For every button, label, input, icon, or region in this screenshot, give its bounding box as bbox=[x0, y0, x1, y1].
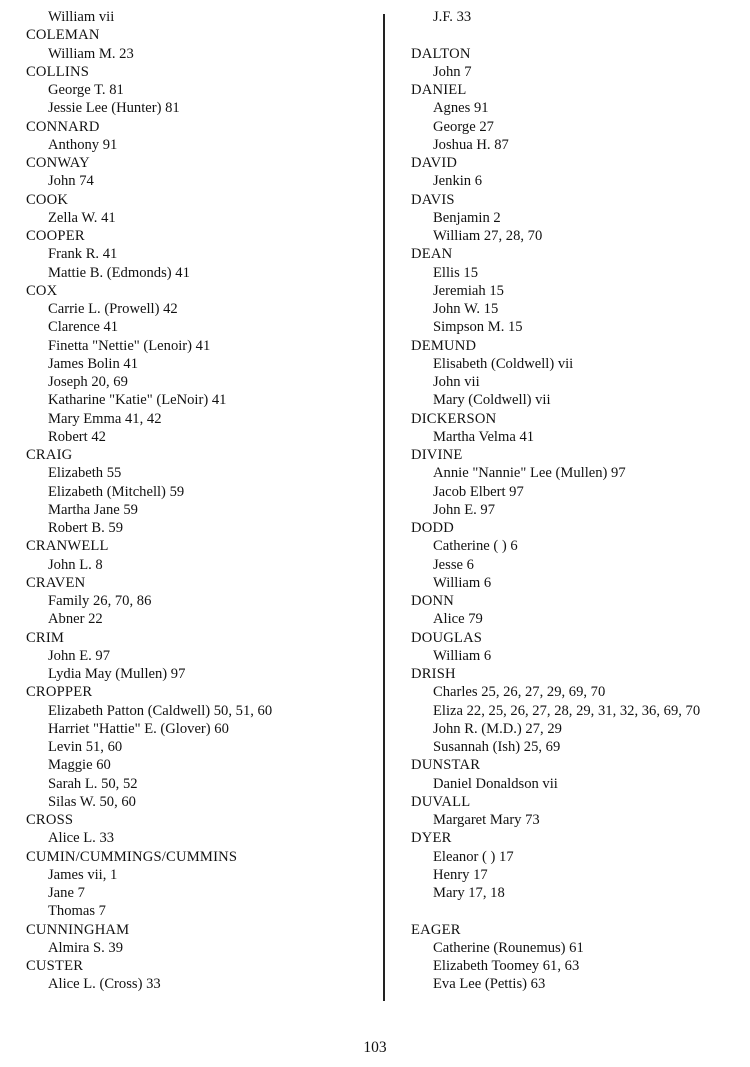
surname-heading: CRANWELL bbox=[26, 538, 109, 555]
index-entry: Jenkin 6 bbox=[433, 173, 483, 190]
index-entry: Benjamin 2 bbox=[433, 209, 501, 226]
index-entry: Silas W. 50, 60 bbox=[48, 793, 136, 810]
column-divider bbox=[383, 14, 385, 1001]
index-entry: Mary Emma 41, 42 bbox=[48, 410, 162, 427]
surname-heading: CONWAY bbox=[26, 155, 90, 171]
index-entry: Elizabeth 55 bbox=[48, 465, 122, 482]
index-entry: Almira S. 39 bbox=[48, 939, 123, 956]
index-column-left bbox=[26, 8, 376, 994]
surname-heading: DYER bbox=[411, 830, 452, 847]
index-entry: John E. 97 bbox=[433, 501, 496, 518]
surname-heading: DOUGLAS bbox=[411, 629, 483, 646]
index-entry: Susannah (Ish) 25, 69 bbox=[433, 739, 561, 755]
index-entry: William vii bbox=[48, 9, 115, 25]
index-entry: Daniel Donaldson vii bbox=[433, 775, 558, 792]
surname-heading: EAGER bbox=[411, 921, 461, 938]
surname-heading: COLEMAN bbox=[26, 27, 100, 44]
index-entry: Alice L. 33 bbox=[48, 830, 115, 847]
surname-heading: DANIEL bbox=[411, 82, 467, 98]
surname-heading: CUSTER bbox=[26, 958, 84, 974]
surname-heading: DONN bbox=[411, 593, 454, 609]
section-spacer bbox=[411, 26, 746, 44]
index-entry: Frank R. 41 bbox=[48, 246, 118, 263]
index-entry: Lydia May (Mullen) 97 bbox=[48, 666, 186, 682]
surname-heading: DODD bbox=[411, 520, 454, 536]
index-entry: Mary (Coldwell) vii bbox=[433, 392, 551, 409]
surname-heading: COOPER bbox=[26, 228, 85, 244]
surname-heading: CUMIN/CUMMINGS/CUMMINS bbox=[26, 848, 238, 865]
index-entry: Eliza 22, 25, 26, 27, 28, 29, 31, 32, 36, 69, 70 bbox=[433, 702, 701, 719]
index-entry: Jeremiah 15 bbox=[433, 282, 504, 299]
surname-heading: DRISH bbox=[411, 666, 456, 682]
surname-heading: DIVINE bbox=[411, 447, 463, 463]
index-entry: John vii bbox=[433, 374, 480, 390]
index-entry: Jesse 6 bbox=[433, 556, 474, 573]
index-entry: William 6 bbox=[433, 647, 492, 664]
index-entry: Ellis 15 bbox=[433, 264, 478, 281]
index-entry: Katharine "Katie" (LeNoir) 41 bbox=[48, 392, 227, 409]
index-entry: Joseph 20, 69 bbox=[48, 374, 128, 390]
surname-heading: CRAIG bbox=[26, 447, 73, 463]
index-entry: Levin 51, 60 bbox=[48, 739, 123, 755]
index-entry: Martha Jane 59 bbox=[48, 501, 138, 518]
index-entry: Carrie L. (Prowell) 42 bbox=[48, 301, 178, 317]
surname-heading: DUNSTAR bbox=[411, 757, 481, 774]
index-entry: Finetta "Nettie" (Lenoir) 41 bbox=[48, 337, 211, 354]
section-spacer bbox=[411, 902, 746, 920]
index-entry: Eva Lee (Pettis) 63 bbox=[433, 976, 546, 993]
index-entry: John 7 bbox=[433, 63, 472, 80]
surname-heading: CUNNINGHAM bbox=[26, 921, 130, 938]
surname-heading: DUVALL bbox=[411, 793, 471, 810]
index-entry: Annie "Nannie" Lee (Mullen) 97 bbox=[433, 465, 626, 482]
index-entry: Clarence 41 bbox=[48, 319, 119, 336]
index-entry: Jacob Elbert 97 bbox=[433, 483, 524, 500]
index-entry: Robert B. 59 bbox=[48, 520, 123, 536]
index-entry: William 6 bbox=[433, 574, 492, 591]
index-entry: Catherine (Rounemus) 61 bbox=[433, 939, 584, 956]
index-entry: Jane 7 bbox=[48, 885, 85, 901]
index-entry: John L. 8 bbox=[48, 556, 103, 573]
index-entry: John 74 bbox=[48, 173, 94, 190]
surname-heading: CONNARD bbox=[26, 118, 100, 135]
index-entry: James Bolin 41 bbox=[48, 355, 138, 372]
surname-heading: COLLINS bbox=[26, 63, 90, 80]
surname-heading: CROPPER bbox=[26, 684, 93, 701]
index-entry: J.F. 33 bbox=[433, 9, 472, 25]
surname-heading: COOK bbox=[26, 191, 69, 208]
index-entry: Joshua H. 87 bbox=[433, 136, 509, 153]
index-entry: Jessie Lee (Hunter) 81 bbox=[48, 100, 180, 117]
surname-heading: CRAVEN bbox=[26, 574, 86, 591]
index-entry: Sarah L. 50, 52 bbox=[48, 775, 138, 792]
index-entry: Catherine ( ) 6 bbox=[433, 538, 518, 555]
index-entry: Mary 17, 18 bbox=[433, 885, 505, 901]
surname-heading: DICKERSON bbox=[411, 410, 497, 427]
index-entry: Harriet "Hattie" E. (Glover) 60 bbox=[48, 720, 229, 737]
index-entry: William M. 23 bbox=[48, 45, 134, 62]
surname-heading: DEAN bbox=[411, 246, 453, 263]
index-entry: Elisabeth (Coldwell) vii bbox=[433, 355, 574, 372]
index-entry: Alice 79 bbox=[433, 611, 483, 628]
index-entry: Thomas 7 bbox=[48, 903, 106, 920]
index-entry: Alice L. (Cross) 33 bbox=[48, 976, 161, 993]
index-entry: Margaret Mary 73 bbox=[433, 812, 540, 828]
index-entry: Agnes 91 bbox=[433, 100, 489, 117]
page-number: 103 bbox=[363, 1039, 387, 1056]
index-entry: Mattie B. (Edmonds) 41 bbox=[48, 264, 190, 281]
index-entry: Robert 42 bbox=[48, 428, 106, 445]
index-entry: Charles 25, 26, 27, 29, 69, 70 bbox=[433, 684, 606, 701]
index-entry: Zella W. 41 bbox=[48, 209, 116, 226]
index-entry: Elizabeth Toomey 61, 63 bbox=[433, 958, 580, 974]
surname-heading: DEMUND bbox=[411, 337, 477, 354]
index-entry: James vii, 1 bbox=[48, 866, 118, 883]
surname-heading: DAVIS bbox=[411, 191, 455, 208]
surname-heading: DAVID bbox=[411, 155, 458, 171]
index-entry: William 27, 28, 70 bbox=[433, 228, 543, 244]
index-entry: George T. 81 bbox=[48, 82, 124, 98]
surname-heading: CRIM bbox=[26, 629, 65, 646]
surname-heading: COX bbox=[26, 282, 58, 299]
index-entry: Abner 22 bbox=[48, 611, 103, 628]
index-entry: Maggie 60 bbox=[48, 757, 111, 774]
index-entry: Anthony 91 bbox=[48, 136, 118, 153]
index-entry: Eleanor ( ) 17 bbox=[433, 848, 514, 865]
index-entry: John R. (M.D.) 27, 29 bbox=[433, 720, 562, 737]
index-entry: Elizabeth Patton (Caldwell) 50, 51, 60 bbox=[48, 702, 273, 719]
surname-heading: DALTON bbox=[411, 45, 471, 62]
index-column-right bbox=[411, 8, 746, 994]
index-entry: Family 26, 70, 86 bbox=[48, 593, 152, 609]
index-entry: Henry 17 bbox=[433, 866, 488, 883]
index-entry: John W. 15 bbox=[433, 301, 499, 317]
surname-heading: CROSS bbox=[26, 812, 74, 828]
index-entry: Elizabeth (Mitchell) 59 bbox=[48, 483, 185, 500]
index-entry: John E. 97 bbox=[48, 647, 111, 664]
index-entry: Martha Velma 41 bbox=[433, 428, 535, 445]
index-entry: George 27 bbox=[433, 118, 494, 135]
index-entry: Simpson M. 15 bbox=[433, 319, 523, 336]
